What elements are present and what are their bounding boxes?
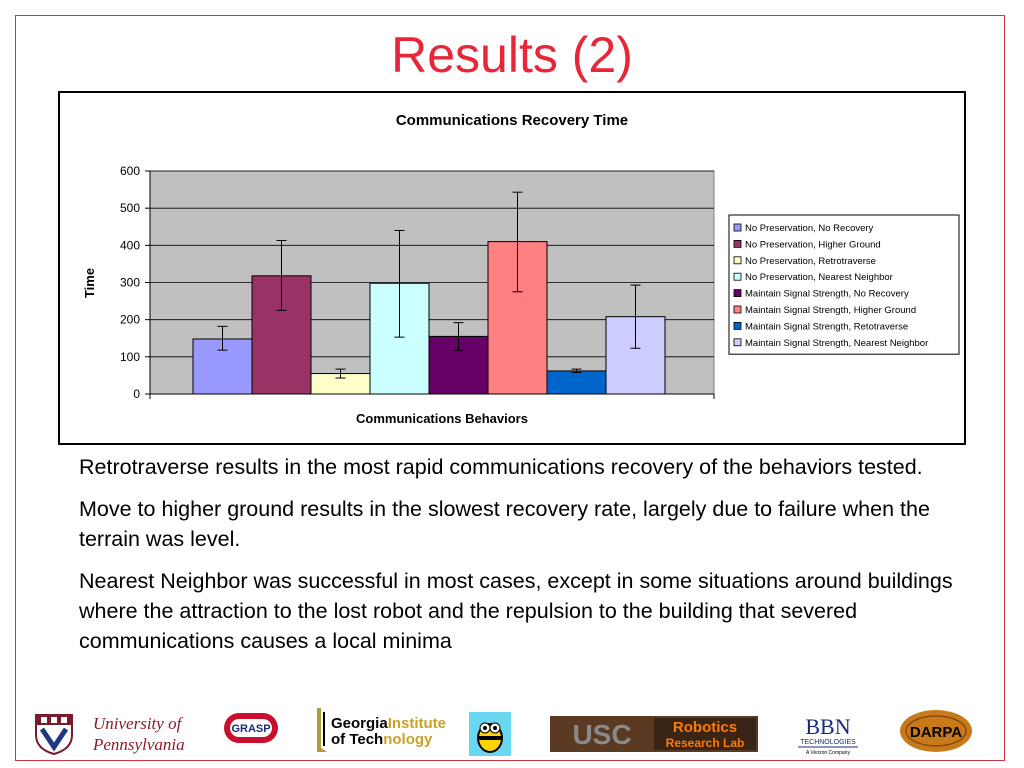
legend-entry: Maintain Signal Strength, Nearest Neighbor xyxy=(745,337,929,349)
usc-letters: USC xyxy=(572,719,632,750)
gatech-georgia: Georgia xyxy=(331,715,388,732)
y-tick-label: 500 xyxy=(119,201,140,216)
bee-icon xyxy=(469,712,511,756)
usc-robotics: Robotics xyxy=(672,719,738,736)
gatech-of: of xyxy=(331,731,350,748)
bbn-verizon: A Verizon Company xyxy=(806,750,850,756)
gatech-tech: Tech xyxy=(349,731,384,748)
y-tick-label: 100 xyxy=(119,349,140,364)
bbn-logo xyxy=(790,712,866,756)
gatech-institute: Institute xyxy=(387,715,447,732)
legend-swatch xyxy=(734,290,741,297)
grasp-logo xyxy=(222,707,280,749)
upenn-line2: Pennsylvania xyxy=(93,735,185,754)
y-tick-label: 600 xyxy=(119,164,140,178)
svg-text:of Technology xyxy=(331,731,433,748)
paragraph-nearest-neighbor: Nearest Neighbor was successful in most cases, except in some situations around buildings where the attraction to the lost robot and the repulsion to the building that severed communications causes a local minima xyxy=(79,569,953,653)
georgia-tech-logo xyxy=(311,704,463,756)
yellow-jacket-mascot xyxy=(469,712,511,756)
slide-title: Results (2) xyxy=(391,27,633,83)
upenn-line1: University of xyxy=(93,714,182,733)
upenn-wordmark xyxy=(93,713,185,755)
legend-swatch xyxy=(734,224,741,231)
legend-swatch xyxy=(734,339,741,346)
usc-robotics-logo xyxy=(550,716,758,752)
gatech-nology: nology xyxy=(383,731,433,748)
body-text xyxy=(79,452,959,668)
legend-swatch xyxy=(734,257,741,264)
bar xyxy=(547,371,606,394)
x-axis-label: Communications Behaviors xyxy=(356,411,528,426)
grasp-label: GRASP xyxy=(231,723,271,735)
bbn-technologies: TECHNOLOGIES xyxy=(800,739,856,746)
legend-box xyxy=(729,215,959,354)
y-tick-label: 200 xyxy=(119,312,140,327)
paragraph-retrotraverse: Retrotraverse results in the most rapid communications recovery of the behaviors tested. xyxy=(79,455,923,479)
chart-title: Communications Recovery Time xyxy=(395,112,629,129)
legend-entry: No Preservation, No Recovery xyxy=(745,223,874,234)
legend-entry: No Preservation, Retrotraverse xyxy=(745,255,876,267)
y-tick-label: 400 xyxy=(119,238,140,253)
darpa-logo xyxy=(898,708,974,754)
legend-swatch xyxy=(734,306,741,313)
legend-swatch xyxy=(734,240,741,247)
legend-entry: Maintain Signal Strength, Higher Ground xyxy=(745,305,917,316)
usc-research-lab: Research Lab xyxy=(665,736,745,750)
y-axis-label: Time xyxy=(82,267,97,299)
upenn-shield-logo xyxy=(32,713,76,755)
bbn-main: BBN xyxy=(805,714,851,739)
paragraph-higher-ground: Move to higher ground results in the slowest recovery rate, largely due to failure when the terrain was level. xyxy=(79,497,930,551)
legend-entry: Maintain Signal Strength, No Recovery xyxy=(745,288,909,300)
y-tick-label: 0 xyxy=(133,387,140,401)
legend-swatch xyxy=(734,273,741,280)
chart-container xyxy=(58,91,966,445)
svg-text:GeorgiaInstitute xyxy=(331,715,446,732)
recovery-time-chart xyxy=(60,93,964,443)
legend-swatch xyxy=(734,322,741,329)
legend-entry: No Preservation, Nearest Neighbor xyxy=(745,272,893,284)
legend-entry: No Preservation, Higher Ground xyxy=(745,239,881,251)
y-tick-label: 300 xyxy=(119,275,140,290)
darpa-label: DARPA xyxy=(909,724,963,741)
legend-entry: Maintain Signal Strength, Retotraverse xyxy=(745,321,909,333)
